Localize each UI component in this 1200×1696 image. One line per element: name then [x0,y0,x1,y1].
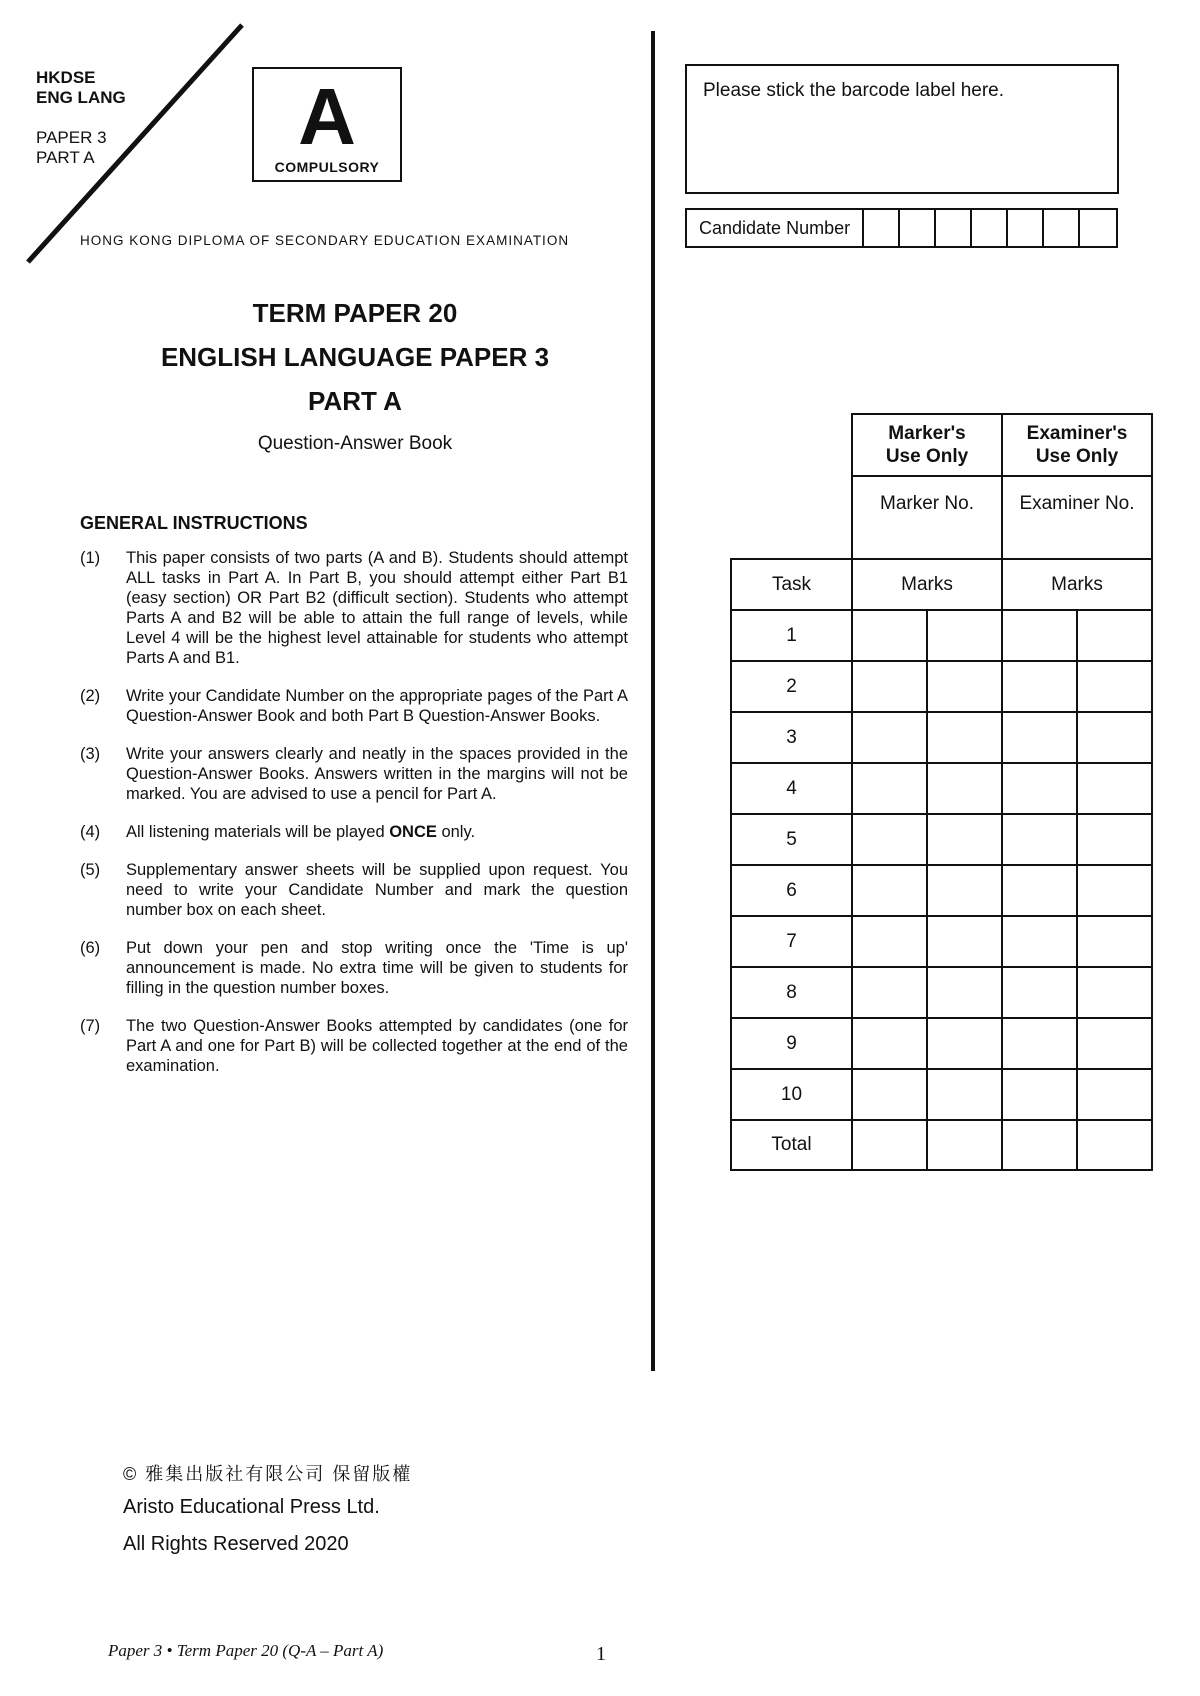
examiner-header-line: Examiner's [1026,423,1128,444]
task-number: 7 [731,916,852,967]
examiner-mark-cell[interactable] [1077,1018,1152,1069]
instructions-list [80,548,628,1094]
marker-total-cell[interactable] [852,1120,927,1170]
copyright-line: © 雅集出版社有限公司 保留版權 [123,1464,413,1484]
instruction-text: Supplementary answer sheets will be supplied upon request. You need to write your Candidate Number and mark the question number box on each sheet. [126,861,628,919]
total-label: Total [731,1120,852,1170]
title-term-paper: TERM PAPER 20 [252,298,458,328]
marker-mark-cell[interactable] [852,916,927,967]
examiner-mark-cell[interactable] [1002,763,1077,814]
table-header-row [731,414,1152,476]
marker-no-label: Marker No. [880,493,974,514]
candidate-number-box[interactable] [1080,210,1116,246]
marker-mark-cell[interactable] [852,610,927,661]
examiner-mark-cell[interactable] [1077,916,1152,967]
task-row [731,661,1152,712]
instruction-text: Write your Candidate Number on the appropriate pages of the Part A Question-Answer Book and both Part B Question-Answer Books. [126,687,628,725]
examiner-total-cell[interactable] [1077,1120,1152,1170]
examiner-mark-cell[interactable] [1002,1069,1077,1120]
marker-no-cell[interactable] [852,476,1002,559]
task-number: 1 [731,610,852,661]
task-row [731,1069,1152,1120]
task-column-header: Task [731,559,852,610]
book-subtitle: Question-Answer Book [257,433,453,454]
examiner-no-cell[interactable] [1002,476,1152,559]
examiner-mark-cell[interactable] [1077,967,1152,1018]
instruction-text: The two Question-Answer Books attempted by candidates (one for Part A and one for Part B) will be collected together at the end of the examination. [126,1017,628,1075]
marker-mark-cell[interactable] [852,814,927,865]
task-row [731,967,1152,1018]
examiner-mark-cell[interactable] [1002,967,1077,1018]
marker-mark-cell[interactable] [852,712,927,763]
instruction-item [80,548,628,668]
paper-label: PAPER 3 [36,128,107,147]
candidate-number-box[interactable] [900,210,936,246]
instruction-number: (2) [80,687,101,705]
candidate-number-box[interactable] [1008,210,1044,246]
marker-use-only-header [852,414,1002,476]
task-number: 6 [731,865,852,916]
marker-mark-cell[interactable] [852,661,927,712]
page-footer-label: Paper 3 • Term Paper 20 (Q-A – Part A) [108,1641,384,1660]
task-number: 2 [731,661,852,712]
table-blank-cell [731,414,852,476]
instruction-text: This paper consists of two parts (A and B). Students should attempt ALL tasks in Part A. In Part B, you should attempt either Part B1 (easy section) OR Part B2 (difficult section). Students who attempt Parts A and B2 will be able to attain the full range of levels, while Level 4 will be the highest level attainable for students who attempt Parts A and B1. [126,549,628,667]
examiner-mark-cell[interactable] [1077,610,1152,661]
rights-reserved: All Rights Reserved 2020 [123,1533,349,1555]
examiner-mark-cell[interactable] [1077,712,1152,763]
marker-mark-cell[interactable] [927,865,1002,916]
instruction-emphasis: ONCE [389,823,437,841]
task-number: 8 [731,967,852,1018]
instruction-text [126,822,628,842]
candidate-number-label: Candidate Number [687,210,864,246]
task-number: 9 [731,1018,852,1069]
exam-full-name: HONG KONG DIPLOMA OF SECONDARY EDUCATION EXAMINATION [80,233,570,248]
task-number: 10 [731,1069,852,1120]
marker-total-cell[interactable] [927,1120,1002,1170]
instruction-number: (1) [80,549,101,567]
task-row [731,610,1152,661]
marker-mark-cell[interactable] [852,865,927,916]
examiner-mark-cell[interactable] [1002,916,1077,967]
marker-header-line: Use Only [885,446,969,467]
compulsory-label: COMPULSORY [274,159,380,175]
examiner-mark-cell[interactable] [1077,814,1152,865]
title-subject: ENGLISH LANGUAGE PAPER 3 [160,342,550,372]
page-number: 1 [596,1643,606,1665]
marker-header-line: Marker's [888,423,966,444]
marker-mark-cell[interactable] [927,916,1002,967]
compulsory-letter: A [298,72,356,161]
instructions-heading: GENERAL INSTRUCTIONS [80,513,308,533]
instruction-text: Write your answers clearly and neatly in the spaces provided in the Question-Answer Books. Answers written in the margins will not be marked. You are advised to use a pencil for Part A. [126,745,628,803]
instruction-item [80,938,628,998]
candidate-number-box[interactable] [936,210,972,246]
examiner-total-cell[interactable] [1002,1120,1077,1170]
task-number: 4 [731,763,852,814]
candidate-number-row [685,208,1118,248]
marks-table [730,413,1153,1171]
marker-mark-cell[interactable] [852,1069,927,1120]
instruction-text-part: only. [436,823,476,841]
marker-marks-header: Marks [852,559,1002,610]
examiner-use-only-header [1002,414,1152,476]
task-row [731,865,1152,916]
exam-code: HKDSE [36,68,96,87]
title-part: PART A [308,386,402,416]
task-row [731,916,1152,967]
candidate-number-box[interactable] [864,210,900,246]
instruction-item [80,860,628,920]
task-number: 3 [731,712,852,763]
task-row [731,712,1152,763]
examiner-mark-cell[interactable] [1077,865,1152,916]
examiner-no-label: Examiner No. [1019,493,1135,514]
instruction-item [80,822,628,842]
marker-mark-cell[interactable] [852,763,927,814]
examiner-mark-cell[interactable] [1002,1018,1077,1069]
marker-mark-cell[interactable] [927,712,1002,763]
examiner-header-line: Use Only [1035,446,1119,467]
table-id-row [731,476,1152,559]
marker-mark-cell[interactable] [927,967,1002,1018]
examiner-marks-header: Marks [1002,559,1152,610]
task-rows [731,610,1152,1120]
compulsory-box [252,67,402,182]
marker-mark-cell[interactable] [927,610,1002,661]
candidate-number-box[interactable] [972,210,1008,246]
marker-mark-cell[interactable] [852,967,927,1018]
examiner-mark-cell[interactable] [1077,661,1152,712]
barcode-prompt: Please stick the barcode label here. [703,80,1005,101]
instruction-number: (4) [80,823,101,841]
subject-label: ENG LANG [36,88,126,107]
table-label-row [731,559,1152,610]
examiner-mark-cell[interactable] [1002,610,1077,661]
examiner-mark-cell[interactable] [1077,763,1152,814]
instruction-number: (7) [80,1017,101,1035]
instruction-number: (6) [80,939,101,957]
marker-mark-cell[interactable] [927,1018,1002,1069]
task-row [731,1018,1152,1069]
vertical-divider [651,31,655,1371]
task-number: 5 [731,814,852,865]
total-row [731,1120,1152,1170]
instruction-number: (5) [80,861,101,879]
instruction-item [80,1016,628,1076]
part-label: PART A [36,148,95,167]
barcode-label-area [685,64,1119,194]
instruction-text-part: All listening materials will be played [126,823,390,841]
instruction-item [80,744,628,804]
examiner-mark-cell[interactable] [1002,814,1077,865]
examiner-mark-cell[interactable] [1002,865,1077,916]
task-row [731,814,1152,865]
examiner-mark-cell[interactable] [1002,712,1077,763]
marker-mark-cell[interactable] [927,661,1002,712]
publisher-name: Aristo Educational Press Ltd. [123,1496,380,1518]
table-blank-cell [731,476,852,559]
marker-mark-cell[interactable] [852,1018,927,1069]
marker-mark-cell[interactable] [927,763,1002,814]
instruction-number: (3) [80,745,101,763]
marker-mark-cell[interactable] [927,1069,1002,1120]
candidate-number-box[interactable] [1044,210,1080,246]
examiner-mark-cell[interactable] [1077,1069,1152,1120]
marker-mark-cell[interactable] [927,814,1002,865]
examiner-mark-cell[interactable] [1002,661,1077,712]
task-row [731,763,1152,814]
instruction-item [80,686,628,726]
instruction-text: Put down your pen and stop writing once the 'Time is up' announcement is made. No extra time will be given to students for filling in the question number boxes. [126,939,628,997]
